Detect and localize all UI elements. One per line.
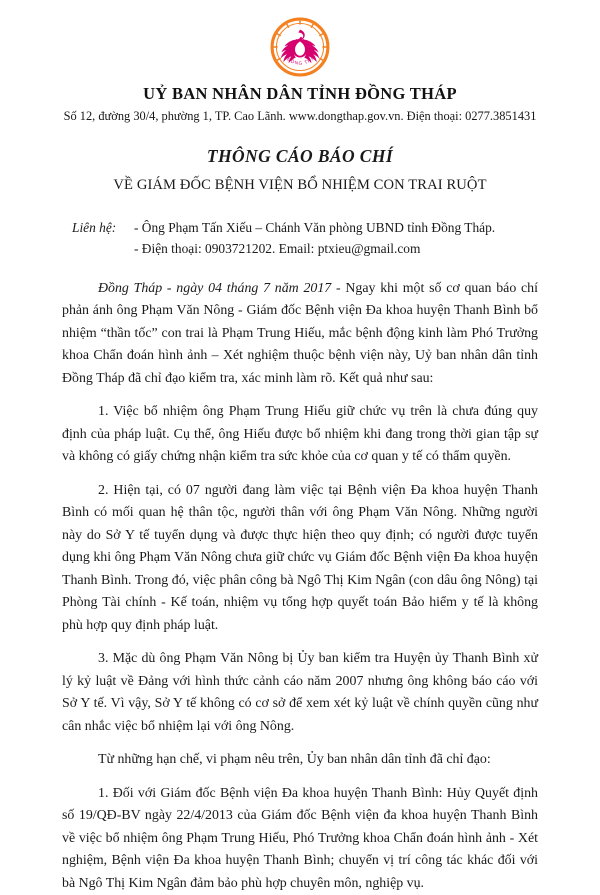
organization-address: Số 12, đường 30/4, phường 1, TP. Cao Lãnh. www.dongthap.gov.vn. Điện thoại: 0277.3851431	[63, 108, 537, 123]
paragraph-intro	[62, 278, 538, 391]
document-subtitle: VỀ GIÁM ĐỐC BỆNH VIỆN BỔ NHIỆM CON TRAI RUỘT	[113, 176, 487, 193]
svg-text:ĐỒNG THÁP: ĐỒNG THÁP	[286, 52, 319, 66]
document-body	[0, 278, 600, 895]
contact-person: - Ông Phạm Tấn Xiếu – Chánh Văn phòng UBND tỉnh Đồng Tháp.	[134, 220, 496, 236]
provincial-emblem-icon	[269, 16, 331, 78]
paragraph-finding-3: 3. Mặc dù ông Phạm Văn Nông bị Ủy ban kiểm tra Huyện ủy Thanh Bình xử lý kỷ luật về Đảng với hình thức cảnh cáo năm 2007 nhưng ông không báo cáo với Sở Y tế. Vì vậy, Sở Y tế không có cơ sở để xem xét kỷ luật về chính quyền cũng như cân nhắc việc bổ nhiệm lại với ông Nông.	[62, 651, 538, 734]
paragraph-directive-intro: Từ những hạn chế, vi phạm nêu trên, Ủy ban nhân dân tỉnh đã chỉ đạo:	[98, 752, 491, 768]
dateline: Đồng Tháp - ngày 04 tháng 7 năm 2017 -	[98, 280, 346, 296]
paragraph-finding-1: 1. Việc bổ nhiệm ông Phạm Trung Hiếu giữ chức vụ trên là chưa đúng quy định của pháp luật. Cụ thể, ông Hiếu được bổ nhiệm khi đang trong thời gian tập sự và không có giấy chứng nhận kiểm tra sức khỏe của cơ quan y tế có thẩm quyền.	[62, 404, 538, 465]
contact-row	[72, 239, 538, 260]
organization-name: UỶ BAN NHÂN DÂN TỈNH ĐỒNG THÁP	[143, 84, 457, 103]
intro-text: Ngay khi một số cơ quan báo chí phản ánh ông Phạm Văn Nông - Giám đốc Bệnh viện Đa khoa huyện Thanh Bình bổ nhiệm “thần tốc” con trai là Phạm Trung Hiếu, mắc bệnh động kinh làm Phó Trưởng khoa Chẩn đoán hình ảnh – Xét nghiệm thuộc bệnh viện này, Uỷ ban nhân dân tỉnh Đồng Tháp đã chỉ đạo kiểm tra, xác minh làm rõ. Kết quả như sau:	[62, 280, 538, 386]
contact-label: Liên hệ:	[72, 220, 117, 236]
document-title: THÔNG CÁO BÁO CHÍ	[206, 145, 394, 166]
paragraph-directive-1: 1. Đối với Giám đốc Bệnh viện Đa khoa huyện Thanh Bình: Hủy Quyết định số 19/QĐ-BV ngày 22/4/2013 của Giám đốc Bệnh viện đa khoa huyện Thanh Bình về việc bổ nhiệm ông Phạm Trung Hiếu, Phó Trưởng khoa Chẩn đoán hình ảnh - Xét nghiệm, Bệnh viện Đa khoa huyện Thanh Bình; chuyển vị trí công tác khác đối với bà Ngô Thị Kim Ngân đảm bảo phù hợp chuyên môn, nghiệp vụ.	[62, 785, 538, 891]
emblem-container	[0, 0, 600, 78]
paragraph-finding-2: 2. Hiện tại, có 07 người đang làm việc tại Bệnh viện Đa khoa huyện Thanh Bình có mối quan hệ thân tộc, người thân với ông Phạm Văn Nông. Những người này do Sở Y tế tuyển dụng và được thực hiện theo quy định; có người được tuyển dụng khi ông Phạm Văn Nông chưa giữ chức vụ Giám đốc Bệnh viện Đa khoa huyện Thanh Bình. Trong đó, việc phân công bà Ngô Thị Kim Ngân (con dâu ông Nông) tại Phòng Tài chính - Kế toán, nhiệm vụ tổng hợp quyết toán Bảo hiểm y tế là không phù hợp quy định pháp luật.	[62, 482, 538, 633]
contact-row	[72, 218, 538, 239]
contact-phone-email: - Điện thoại: 0903721202. Email: ptxieu@gmail.com	[134, 240, 421, 256]
masthead	[0, 84, 600, 124]
title-block	[0, 146, 600, 194]
contact-block	[0, 218, 600, 260]
